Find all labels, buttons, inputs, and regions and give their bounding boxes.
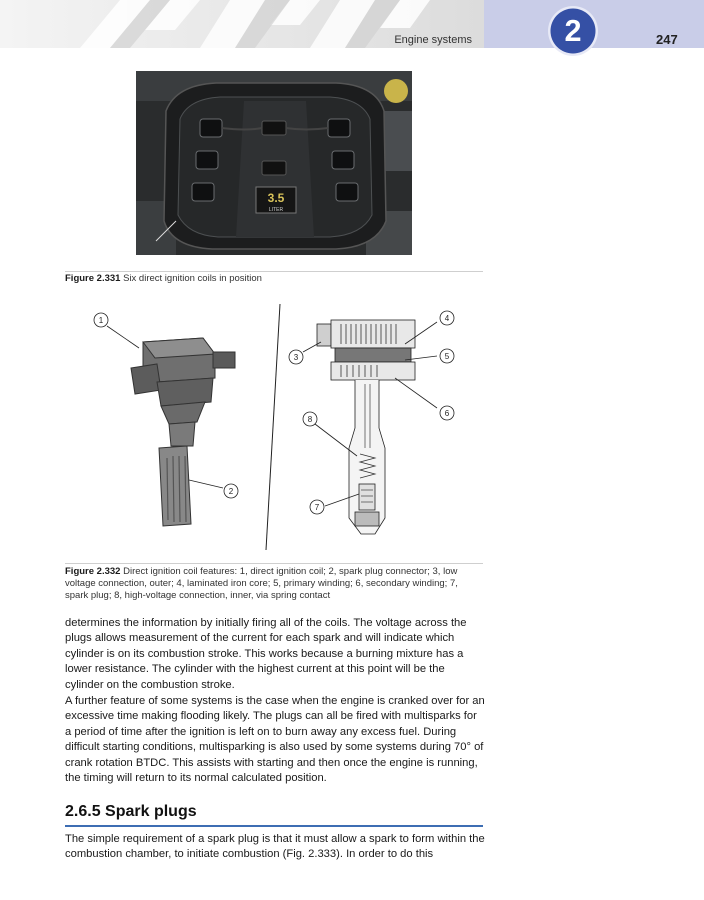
callout-2: 2 <box>228 487 234 496</box>
figure-331-label: Figure 2.331 <box>65 273 121 284</box>
engine-coils-photo <box>136 71 412 255</box>
callout-4: 4 <box>444 314 450 323</box>
section-rule <box>65 825 483 827</box>
figure-332-caption-text: Direct ignition coil features: 1, direct ignition coil; 2, spark plug connector; 3, low voltage connection, outer; 4, laminated iron core; 5, primary winding; 6, secondary winding; 7, spark plug; 8, high-voltage connection, inner, via spring contact <box>65 566 458 601</box>
coil-illustration <box>131 338 235 526</box>
figure-331-caption-text: Six direct ignition coils in position <box>123 273 262 284</box>
figure-332-label: Figure 2.332 <box>65 566 121 577</box>
callout-5: 5 <box>444 352 450 361</box>
running-title: Engine systems <box>394 34 472 46</box>
ignition-coil-diagram <box>65 298 483 560</box>
body-p1: determines the information by initially firing all of the coils. The voltage across the plugs allows measurement of the current for each spark and will indicate which cylinder is on its combustion stroke. This works because a burning mixture has a lower resistance. The cylinder with the highest current at this point will be the cylinder on the combustion stroke. <box>65 617 467 691</box>
figure-331-rule <box>65 271 483 272</box>
page-number: 247 <box>656 32 678 47</box>
callout-6: 6 <box>444 409 450 418</box>
figure-332-rule <box>65 563 483 564</box>
body-p2: A further feature of some systems is the case when the engine is cranked over for an excessive time making flooding likely. The plugs can all be fired with multisparks for a period of time after the ignition is left on to burn away any excess fuel. During difficult starting conditions, multisparking is also used by some systems during 70° of crank rotation BTDC. This assists with starting and then once the engine is running, the timing will return to its normal calculated position. <box>65 695 485 785</box>
section-p1: The simple requirement of a spark plug is that it must allow a spark to form within the combustion chamber, to initiate combustion (Fig. 2.333). In order to do this <box>65 833 485 861</box>
callout-8: 8 <box>307 415 313 424</box>
page-header <box>0 0 704 48</box>
body-paragraph-1 <box>65 616 485 693</box>
section-heading: 2.6.5 Spark plugs <box>65 803 197 820</box>
callout-7: 7 <box>314 503 320 512</box>
body-paragraph-2 <box>65 694 485 786</box>
coil-section-drawing <box>314 320 415 534</box>
callout-1: 1 <box>98 316 104 325</box>
callout-3: 3 <box>293 353 299 362</box>
engine-badge-text: 3.5 <box>267 191 285 205</box>
section-paragraph <box>65 832 485 863</box>
chapter-number-badge: 2 <box>551 9 596 54</box>
engine-badge-subtext: LITER <box>268 207 284 213</box>
figure-332-caption <box>65 566 483 602</box>
figure-331-caption <box>65 273 262 285</box>
